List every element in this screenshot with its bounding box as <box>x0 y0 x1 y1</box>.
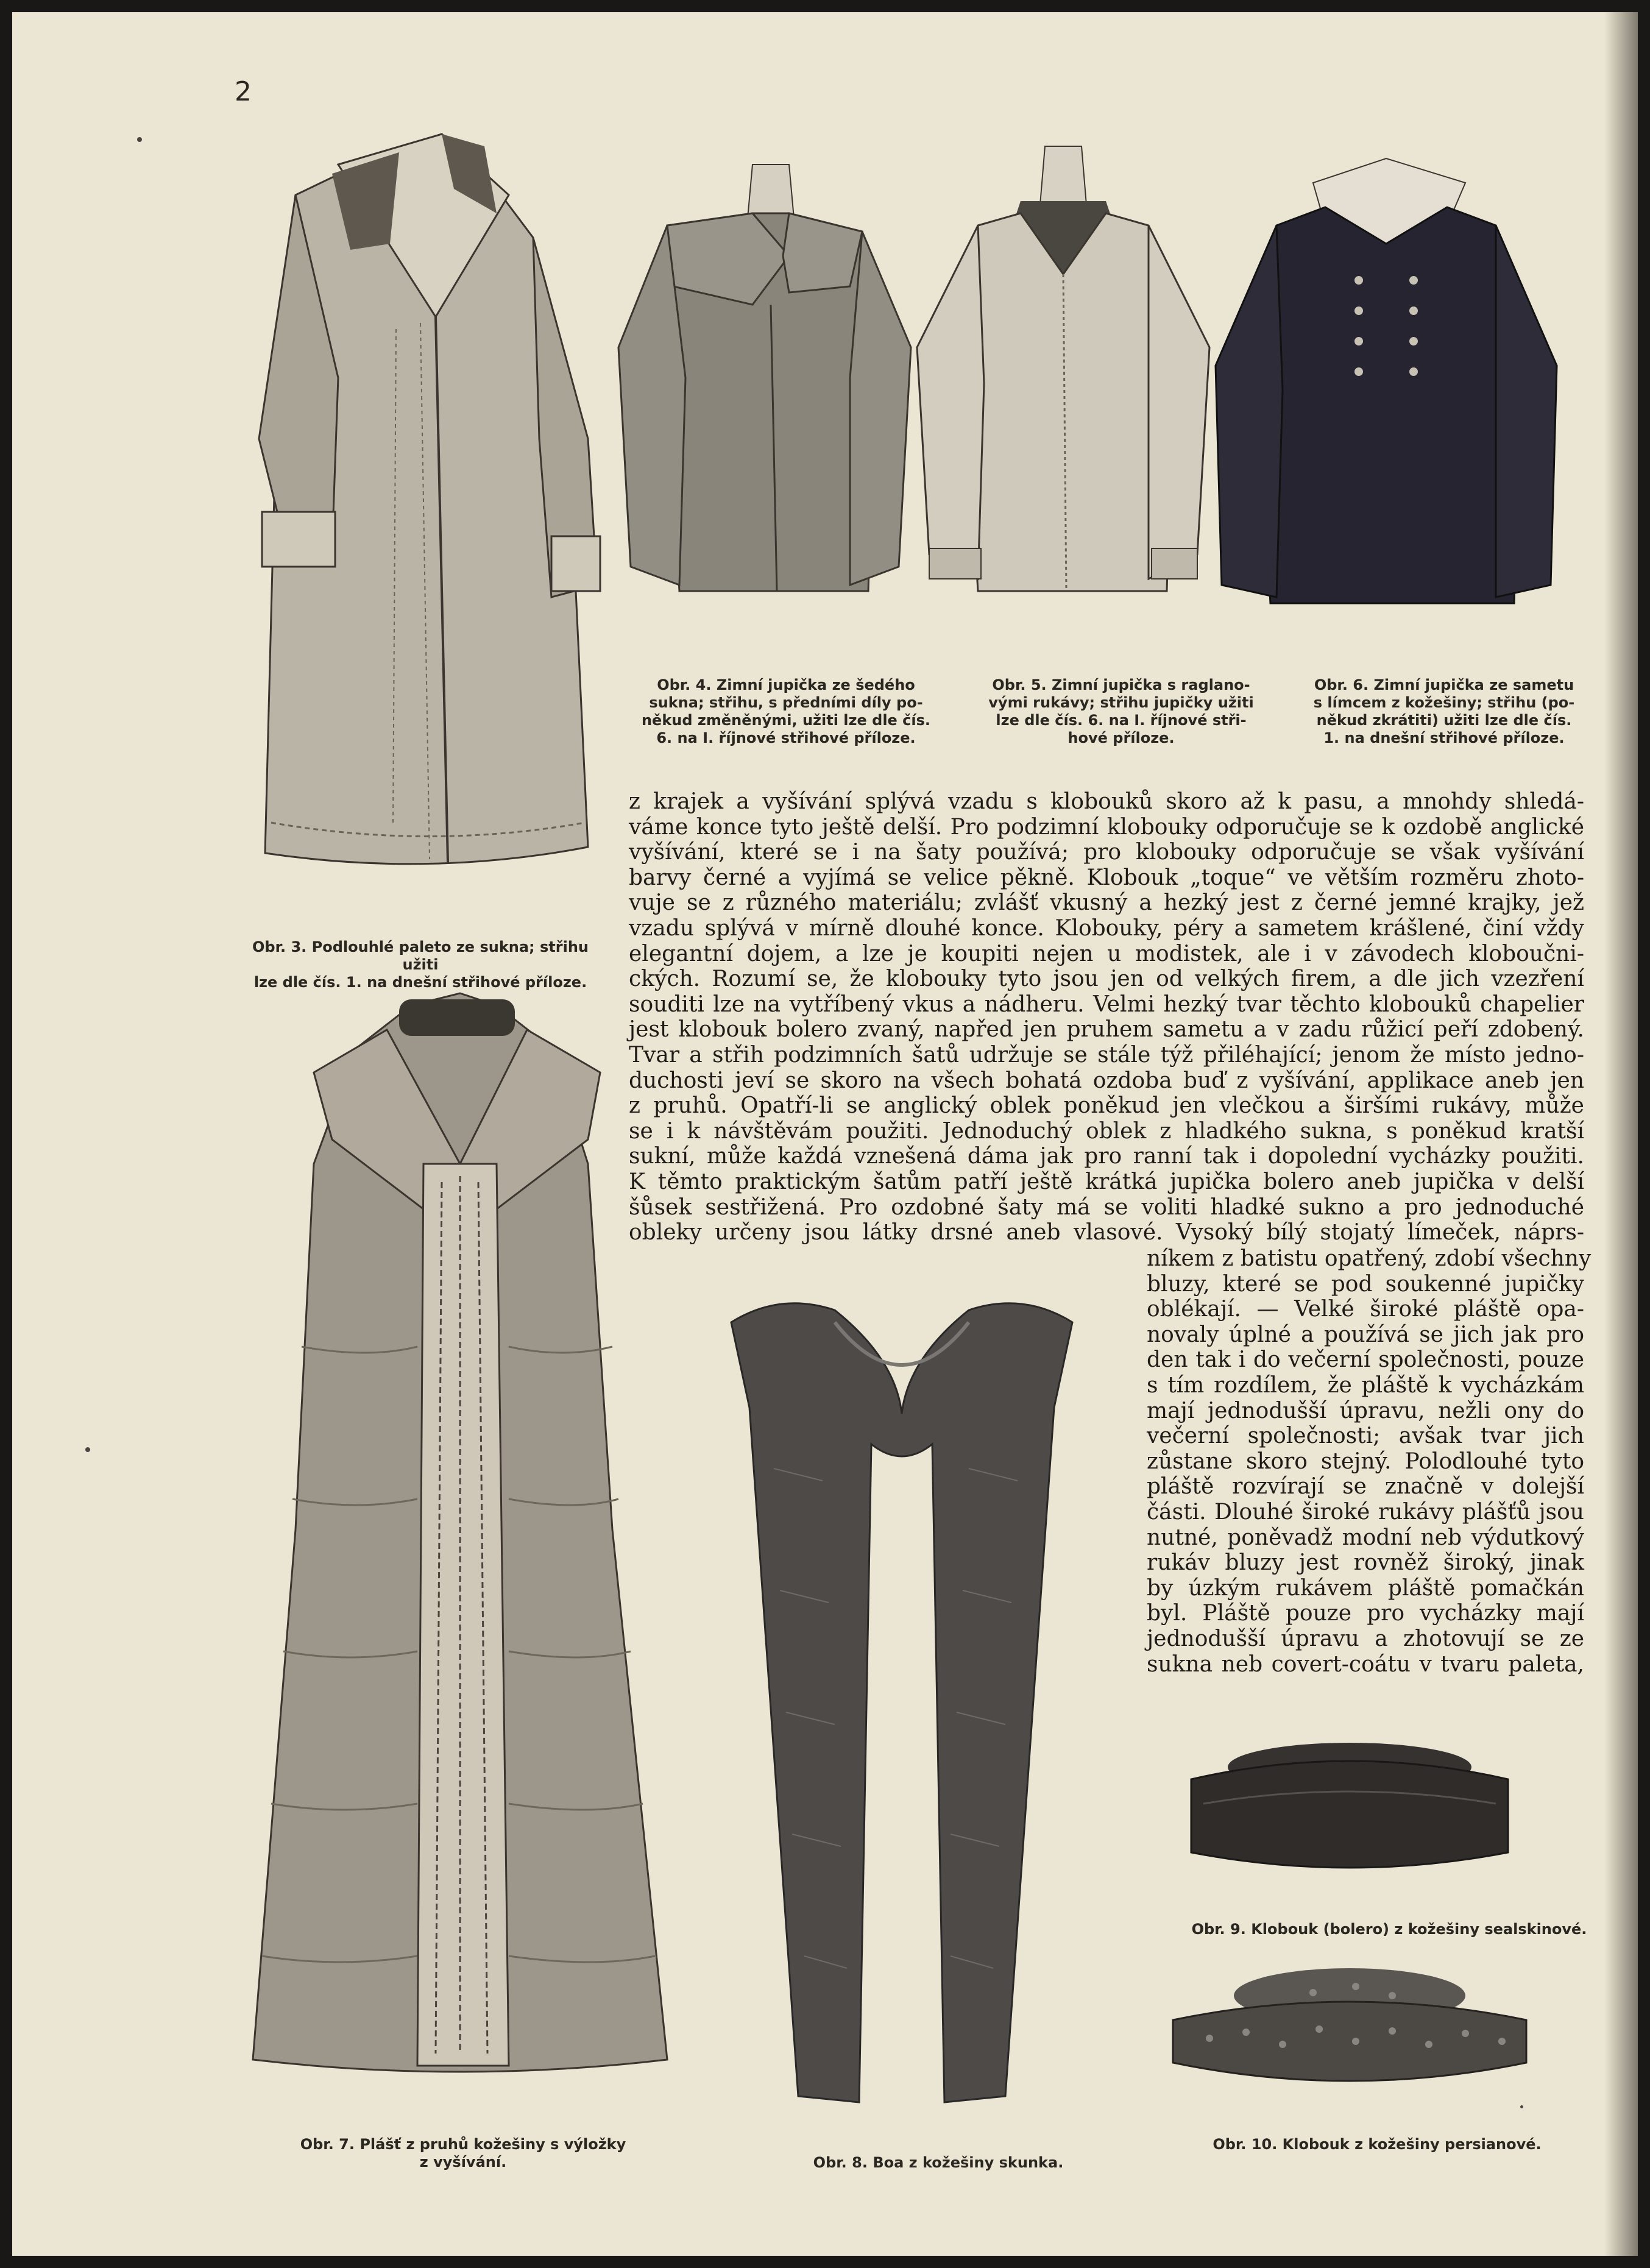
text-line: pláště rozvírají se značně v dolejší <box>1147 1474 1584 1500</box>
fig5-caption: Obr. 5. Zimní jupička s raglano- vými rukávy; střihu jupičky užiti lze dle čís. 6. na I. říjnové stři- hové příloze. <box>988 676 1254 746</box>
text-line: byl. Pláště pouze pro vycházky mají <box>1147 1601 1584 1626</box>
text-line: rukáv bluzy jest rovněž široký, jinak <box>1147 1550 1584 1576</box>
fig9-hat-illustration <box>1179 1737 1520 1877</box>
text-line: mají jednodušší úpravu, nežli ony do <box>1147 1398 1584 1423</box>
magazine-page <box>12 12 1638 2256</box>
fig3-coat-illustration <box>247 122 615 877</box>
page-edge-shadow <box>1604 12 1638 2256</box>
text-line: večerní společnosti; avšak tvar jich <box>1147 1423 1584 1449</box>
text-line: ckých. Rozumí se, že klobouky tyto jsou jen od velkých firem, a dle jich vzezření <box>629 966 1584 992</box>
text-line: z krajek a vyšívání splývá vzadu s klobouků skoro až k pasu, a mnohdy shledá- <box>629 789 1584 814</box>
speck <box>1520 2105 1523 2108</box>
text-line: vyšívání, které se i na šaty používá; pro klobouky odporučuje se však vyšívání <box>629 840 1584 865</box>
fig4-caption: Obr. 4. Zimní jupička ze šedého sukna; střihu, s předními díly po- někud změněnými, užiti lze dle čís. 6. na I. říjnové střihové příloze. <box>641 676 931 746</box>
text-line: nutné, poněvadž modní neb výdutkový <box>1147 1525 1584 1550</box>
text-line: jest klobouk bolero zvaný, napřed jen pruhem sametu a v zadu růžicí peří zdobený. <box>629 1017 1584 1043</box>
speck <box>85 1447 90 1452</box>
fig6-jacket-illustration <box>1203 134 1569 628</box>
text-line: by úzkým rukávem pláště pomačkán <box>1147 1575 1584 1601</box>
text-line: den tak i do večerní společnosti, pouze <box>1147 1347 1584 1373</box>
text-line: šůsek sestřižená. Pro ozdobné šaty má se voliti hladké sukno a pro jednoduché <box>629 1194 1584 1220</box>
text-line: K těmto praktickým šatům patří ještě krátká jupička bolero aneb jupička v delší <box>629 1169 1584 1194</box>
text-line: z pruhů. Opatří-li se anglický oblek poněkud jen vlečkou a širšími rukávy, může <box>629 1093 1584 1119</box>
text-line: oblékají. — Velké široké pláště opa- <box>1147 1297 1584 1322</box>
text-line: váme konce tyto ještě delší. Pro podzimní klobouky odporučuje se k ozdobě anglické <box>629 814 1584 840</box>
page-number: 2 <box>235 76 252 107</box>
fig10-hat-illustration <box>1161 1959 1538 2093</box>
fig8-boa-illustration <box>713 1286 1091 2114</box>
fig5-jacket-illustration <box>905 128 1222 628</box>
text-line: barvy černé a vyjímá se velice pěkně. Klobouk „toque“ ve větším rozměru zhoto- <box>629 865 1584 890</box>
text-line: části. Dlouhé široké rukávy plášťů jsou <box>1147 1499 1584 1525</box>
text-line: elegantní dojem, a lze je koupiti nejen u modistek, ale i v závodech kloboučni- <box>629 941 1584 966</box>
fig8-caption: Obr. 8. Boa z kožešiny skunka. <box>813 2154 1064 2171</box>
text-line: s tím rozdílem, že pláště k vycházkám <box>1147 1372 1584 1398</box>
text-line: vuje se z různého materiálu; zvlášť vkusný a hezký jest z černé jemné krajky, jež <box>629 890 1584 916</box>
fig9-caption: Obr. 9. Klobouk (bolero) z kožešiny sealskinové. <box>1191 1921 1587 1938</box>
fig4-jacket-illustration <box>606 146 923 628</box>
text-line: duchosti jeví se skoro na všech bohatá ozdoba buď z vyšívání, applikace aneb jen <box>629 1068 1584 1093</box>
speck <box>137 137 142 142</box>
text-line: Tvar a střih podzimních šatů udržuje se stále týž přiléhající; jenom že místo jedno- <box>629 1042 1584 1068</box>
article-text-narrow <box>1147 1246 1592 1677</box>
text-line: zůstane skoro stejný. Polodlouhé tyto <box>1147 1448 1584 1474</box>
article-text-wide <box>629 789 1584 1246</box>
text-line: níkem z batistu opatřený, zdobí všechny <box>1147 1246 1592 1271</box>
text-line: novaly úplné a používá se jich jak pro <box>1147 1322 1584 1347</box>
text-line: vzadu splývá v mírně dlouhé konce. Klobouky, péry a sametem krášlené, činí vždy <box>629 915 1584 941</box>
text-line: bluzy, které se pod soukenné jupičky <box>1147 1271 1584 1297</box>
fig3-caption: Obr. 3. Podlouhlé paleto ze sukna; střihu užiti lze dle čís. 1. na dnešní střihové příloze. <box>252 938 589 991</box>
text-line: souditi lze na vytříbený vkus a nádheru. Velmi hezký tvar těchto klobouků chapelier <box>629 991 1584 1017</box>
text-line: se i k návštěvám použiti. Jednoduchý oblek z hladkého sukna, s poněkud kratší <box>629 1118 1584 1144</box>
text-line: sukna neb covert-coátu v tvaru paleta, <box>1147 1651 1584 1677</box>
text-line: jednodušší úpravu a zhotovují se ze <box>1147 1626 1584 1651</box>
fig7-fur-coat-illustration <box>235 981 685 2078</box>
text-line: sukní, může každá vznešená dáma jak pro ranní tak i dopolední vycházky použiti. <box>629 1144 1584 1169</box>
fig6-caption: Obr. 6. Zimní jupička ze sametu s límcem z kožešiny; střihu (po- někud zkrátiti) užiti lze dle čís. 1. na dnešní střihové příloze. <box>1313 676 1575 746</box>
fig10-caption: Obr. 10. Klobouk z kožešiny persianové. <box>1213 2136 1542 2153</box>
fig7-caption: Obr. 7. Plášť z pruhů kožešiny s výložky z vyšívání. <box>300 2136 626 2171</box>
text-line: obleky určeny jsou látky drsné aneb vlasové. Vysoký bílý stojatý límeček, náprs- <box>629 1220 1584 1246</box>
